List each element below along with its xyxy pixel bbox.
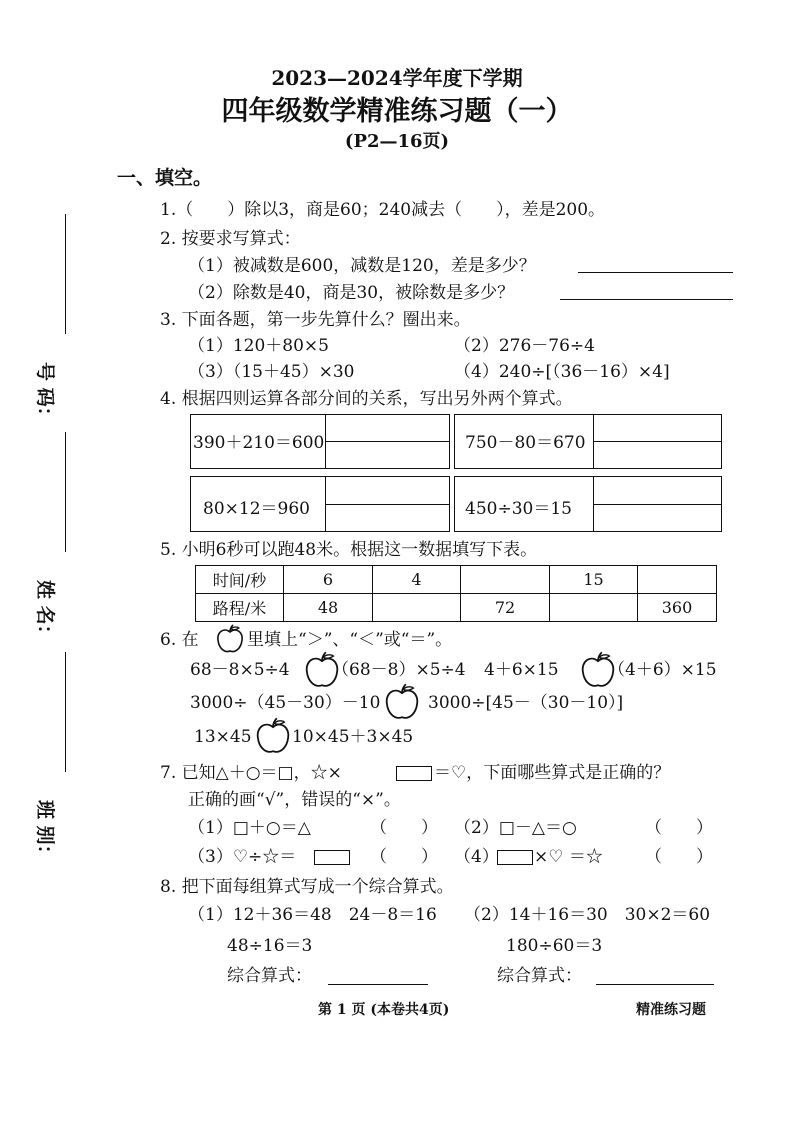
q6-l1a: 68－8×5÷4 bbox=[190, 660, 290, 680]
q8-title: 8. 把下面每组算式写成一个综合算式。 bbox=[160, 877, 454, 897]
q4-eq4: 450÷30＝15 bbox=[465, 499, 572, 519]
q7c-paren[interactable]: （ ） bbox=[370, 847, 438, 867]
q8b-combined-label: 综合算式： bbox=[497, 966, 582, 986]
q2a-text: （1）被减数是600，减数是120，差是多少？ bbox=[188, 256, 536, 276]
q6-l3b: 10×45＋3×45 bbox=[292, 727, 414, 747]
apple-icon[interactable] bbox=[255, 717, 291, 755]
q8b-line1: （2）14＋16＝30 30×2＝60 bbox=[464, 905, 711, 925]
q7-title-start: 7. 已知△＋○＝□，☆× bbox=[160, 763, 342, 783]
q8a-line1: （1）12＋36＝48 24－8＝16 bbox=[188, 905, 437, 925]
table-cell: 6 bbox=[283, 565, 373, 594]
q8a-combined-label: 综合算式： bbox=[227, 966, 312, 986]
q6-title-end: 里填上“＞”、“＜”或“＝”。 bbox=[247, 630, 453, 650]
q8b-answer-line[interactable] bbox=[596, 984, 714, 985]
q5-title: 5. 小明6秒可以跑48米。根据这一数据填写下表。 bbox=[160, 540, 538, 560]
q7c-text: （3）♡÷☆＝ bbox=[188, 847, 297, 867]
table-cell: 48 bbox=[283, 593, 373, 622]
q4-title: 4. 根据四则运算各部分间的关系，写出另外两个算式。 bbox=[160, 389, 573, 409]
table-cell[interactable] bbox=[372, 593, 461, 622]
q6-title-start: 6. 在 bbox=[160, 630, 199, 650]
page-range: (P2—16页) bbox=[344, 131, 450, 152]
q7b-paren[interactable]: （ ） bbox=[645, 818, 713, 838]
footer-brand: 精准练习题 bbox=[636, 1002, 706, 1018]
q4-box-2 bbox=[454, 414, 722, 469]
q3b-text: （2）276－76÷4 bbox=[454, 336, 595, 356]
q7d-text-end: ×♡ ＝☆ bbox=[534, 847, 603, 867]
number-label: 号 码： bbox=[34, 362, 56, 426]
q7a-text: （1）□＋○＝△ bbox=[188, 818, 311, 838]
name-label: 姓 名： bbox=[34, 580, 56, 644]
q8a-line2: 48÷16＝3 bbox=[227, 936, 313, 956]
q6-l1b: （68－8）×5÷4 bbox=[332, 660, 466, 680]
q7a-paren[interactable]: （ ） bbox=[370, 818, 438, 838]
apple-icon bbox=[216, 624, 244, 654]
q2b-text: （2）除数是40，商是30，被除数是多少？ bbox=[188, 283, 515, 303]
table-cell[interactable] bbox=[637, 565, 717, 594]
section-title: 一、填空。 bbox=[117, 167, 213, 189]
class-line bbox=[65, 652, 66, 772]
page-title: 四年级数学精准练习题（一） bbox=[221, 96, 573, 127]
q4-eq3: 80×12＝960 bbox=[203, 499, 310, 519]
table-cell: 路程/米 bbox=[195, 593, 284, 622]
q6-l2a: 3000÷（45－30）－10 bbox=[190, 693, 381, 713]
q3-title: 3. 下面各题，第一步先算什么？圈出来。 bbox=[160, 310, 471, 330]
q4-eq1: 390＋210＝600 bbox=[193, 433, 325, 453]
name-line bbox=[65, 432, 66, 552]
q4-box-1 bbox=[190, 414, 450, 469]
table-cell: 360 bbox=[637, 593, 717, 622]
table-cell: 15 bbox=[549, 565, 638, 594]
q6-l2b: 3000÷[45－（30－10）] bbox=[428, 693, 624, 713]
q7d-text-start: （4） bbox=[454, 847, 499, 867]
q7d-paren[interactable]: （ ） bbox=[645, 847, 713, 867]
q6-l1c: 4＋6×15 bbox=[484, 660, 559, 680]
q2b-answer-line[interactable] bbox=[560, 299, 733, 300]
rectangle-icon bbox=[314, 850, 350, 865]
q6-l3a: 13×45 bbox=[194, 727, 252, 747]
class-label: 班 别： bbox=[34, 800, 56, 864]
q3c-text: （3）（15＋45）×30 bbox=[188, 362, 355, 382]
q7-title-end: ＝♡，下面哪些算式是正确的？ bbox=[434, 763, 671, 783]
table-cell: 时间/秒 bbox=[195, 565, 284, 594]
page-number: 第 1 页 (本卷共4页) bbox=[318, 1002, 450, 1018]
q2-title: 2. 按要求写算式： bbox=[160, 229, 301, 249]
rectangle-icon bbox=[396, 766, 432, 781]
term-line: 2023—2024学年度下学期 bbox=[271, 66, 523, 90]
q2a-answer-line[interactable] bbox=[578, 272, 733, 273]
table-cell: 72 bbox=[460, 593, 550, 622]
q7b-text: （2）□－△＝○ bbox=[454, 818, 577, 838]
apple-icon[interactable] bbox=[384, 683, 420, 721]
q4-box-3 bbox=[190, 476, 450, 532]
q8a-answer-line[interactable] bbox=[328, 984, 428, 985]
q1-text: 1.（ ）除以3，商是60；240减去（ ），差是200。 bbox=[160, 200, 606, 220]
table-cell[interactable] bbox=[549, 593, 638, 622]
table-cell[interactable] bbox=[460, 565, 550, 594]
q6-l1d: （4＋6）×15 bbox=[608, 660, 717, 680]
q3d-text: （4）240÷[（36－16）×4] bbox=[454, 362, 670, 382]
number-line bbox=[65, 214, 66, 334]
q4-eq2: 750－80＝670 bbox=[465, 433, 586, 453]
q4-box-4 bbox=[454, 476, 722, 532]
q3a-text: （1）120＋80×5 bbox=[188, 336, 329, 356]
table-cell: 4 bbox=[372, 565, 461, 594]
q7-instruction: 正确的画“√”，错误的“×”。 bbox=[188, 790, 401, 810]
rectangle-icon bbox=[497, 850, 533, 865]
q8b-line2: 180÷60＝3 bbox=[506, 936, 603, 956]
